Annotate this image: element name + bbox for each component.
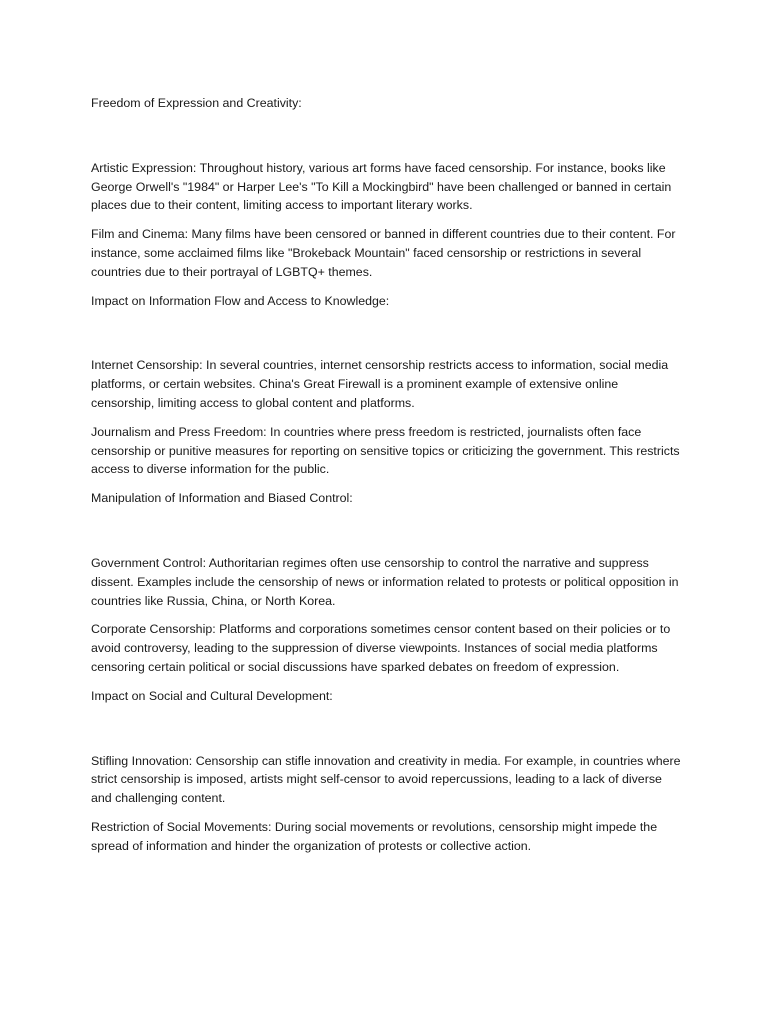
section-heading: Manipulation of Information and Biased Control:: [91, 491, 353, 506]
section-heading: Impact on Information Flow and Access to Knowledge:: [91, 293, 390, 308]
paragraph: Artistic Expression: Throughout history, various art forms have faced censorship. For instance, books like George Orwell's "1984" or Harper Lee's "To Kill a Mockingbird" have been challenged or banned in certain places due to their content, limiting access to important literary works.: [91, 160, 672, 213]
paragraph: Restriction of Social Movements: During social movements or revolutions, censorship might impede the spread of information and hinder the organization of protests or collective action.: [91, 819, 658, 853]
paragraph: Stifling Innovation: Censorship can stifle innovation and creativity in media. For example, in countries where strict censorship is imposed, artists might self-censor to avoid repercussions, leading to a lack of diverse and challenging content.: [91, 753, 681, 806]
paragraph: Corporate Censorship: Platforms and corporations sometimes censor content based on their policies or to avoid controversy, leading to the suppression of diverse viewpoints. Instances of social media platforms censoring certain political or social discussions have sparked debates on freedom of expression.: [91, 622, 671, 674]
paragraph: Film and Cinema: Many films have been censored or banned in different countries due to their content. For instance, some acclaimed films like "Brokeback Mountain" faced censorship or restrictions in several countries due to their portrayal of LGBTQ+ themes.: [91, 227, 676, 279]
paragraph: Journalism and Press Freedom: In countries where press freedom is restricted, journalists often face censorship or punitive measures for reporting on sensitive topics or criticizing the government. This restricts access to diverse information for the public.: [91, 424, 680, 477]
section-heading: Impact on Social and Cultural Development:: [91, 688, 333, 703]
paragraph: Internet Censorship: In several countries, internet censorship restricts access to information, social media platforms, or certain websites. China's Great Firewall is a prominent example of extensive online censorship, limiting access to global content and platforms.: [91, 358, 669, 410]
paragraph: Government Control: Authoritarian regimes often use censorship to control the narrative and suppress dissent. Examples include the censorship of news or information related to protests or political opposition in countries like Russia, China, or North Korea.: [91, 555, 679, 608]
section-heading: Freedom of Expression and Creativity:: [91, 96, 302, 110]
document-body: [91, 94, 681, 866]
